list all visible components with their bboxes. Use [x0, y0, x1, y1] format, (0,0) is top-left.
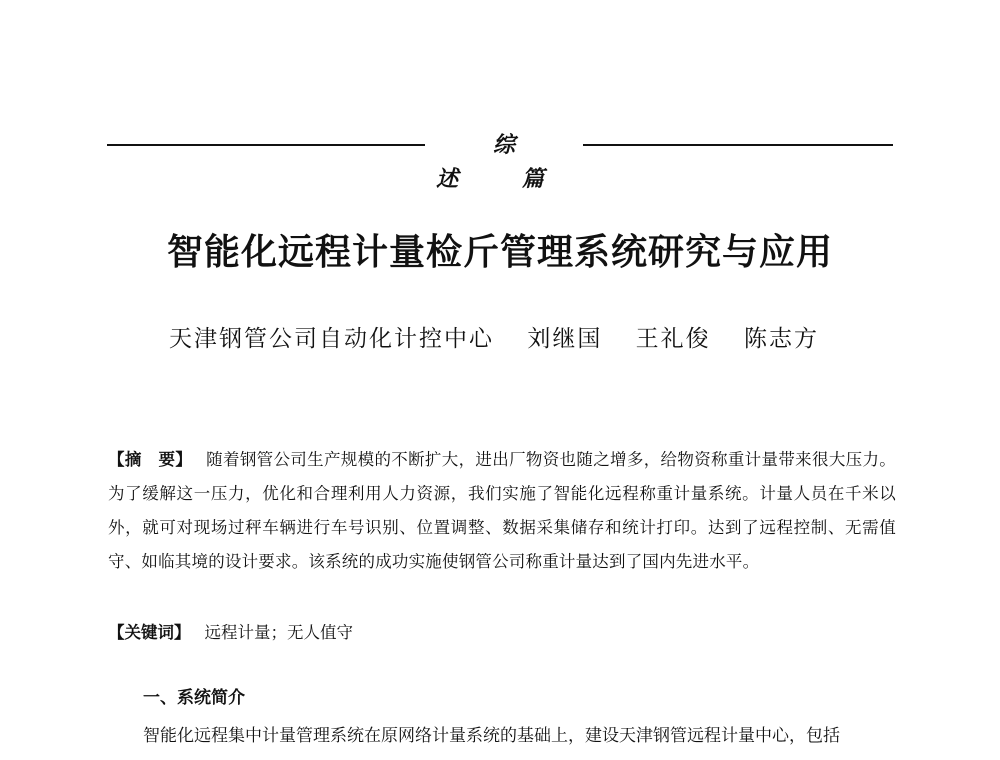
- keywords: [108, 616, 896, 650]
- keywords-label: 【关键词】: [108, 623, 191, 642]
- abstract-text: 随着钢管公司生产规模的不断扩大，进出厂物资也随之增多，给物资称重计量带来很大压力。为了缓解这一压力，优化和合理利用人力资源，我们实施了智能化远程称重计量系统。计量人员在千米以外，就可对现场过秤车辆进行车号识别、位置调整、数据采集储存和统计打印。达到了远程控制、无需值守、如临其境的设计要求。该系统的成功实施使钢管公司称重计量达到了国内先进水平。: [108, 450, 897, 571]
- paper-title: 智能化远程计量检斤管理系统研究与应用: [166, 231, 833, 273]
- section-body-text: 智能化远程集中计量管理系统在原网络计量系统的基础上，建设天津钢管远程计量中心，包括: [143, 726, 840, 746]
- section-banner: [107, 128, 893, 192]
- section-heading: 一、系统简介: [143, 688, 245, 708]
- abstract: [108, 443, 896, 579]
- author-name: 陈志方: [743, 326, 819, 352]
- author-name: 王礼俊: [635, 326, 711, 352]
- banner-label: 综 述 篇: [436, 132, 572, 192]
- banner-rule-right: [583, 144, 893, 146]
- keywords-text: 远程计量；无人值守: [204, 623, 353, 642]
- abstract-label: 【摘 要】: [108, 450, 193, 469]
- affiliation: 天津钢管公司自动化计控中心: [169, 326, 495, 352]
- author-name: 刘继国: [527, 326, 603, 352]
- banner-rule-left: [107, 144, 425, 146]
- author-line: [100, 322, 900, 356]
